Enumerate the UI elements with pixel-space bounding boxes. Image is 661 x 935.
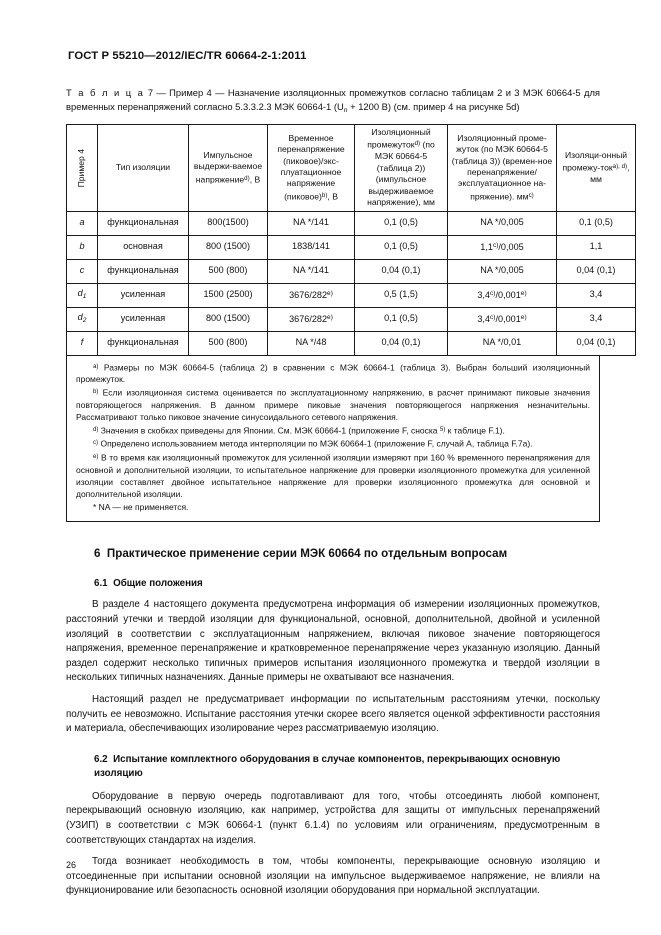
cell-impulse: 800 (1500) [189,307,268,331]
header-example [67,125,98,211]
table-body [67,211,636,355]
cell-temporary [268,283,355,307]
cell-gap3-sup: c) [492,242,499,250]
cell-gap3-sup2: e) [520,290,527,298]
header-temporary-text: Временное перенапряжение (пиковое)/экс-плуатационное напряжение (пиковое) [277,132,345,202]
cell-insulation-type: функциональная [98,211,189,235]
footnote-c-text: Определено использованием метода интерполяции по МЭК 60664-1 (приложение F, случай А, таблица F.7a). [98,439,533,450]
section-6-2-paragraph-1: Оборудование в первую очередь подготавливают для того, чтобы отсоединять любой компонент, перекрывающий основную изоляцию, как например, устройства для защиты от импульсных перенапряжений (УЗИП) в соответствии с МЭК 60664-1 (пункт 6.1.4) по условиям или ограничениям, предусмотренным в соответствующих стандартах на изделия. [66,790,600,846]
footnote-c [76,437,590,450]
cell-gap3-sup2: e) [520,314,527,322]
header-temporary-unit: , В [327,191,338,202]
row-label-letter: d [77,311,83,322]
header-clearance-final [557,125,636,211]
footnote-a-marker: a) [93,362,99,370]
row-label [67,307,98,331]
header-gap2-sup: d) [414,140,421,148]
footnote-d [76,424,590,437]
footnote-a-text: Размеры по МЭК 60664-5 (таблица 2) в сравнении с МЭК 60664-1 (таблица 3). Выбран больший изоляционный промежуток. [76,362,590,385]
section-6-2-paragraph-2: Тогда возникает необходимость в том, чтобы компоненты, перекрывающие основную изоляцию и отсоединенные при испытании основной изоляции на импульсное выдерживаемое напряжение, не влияли на функционирование или безопасность основной изоляции оборудования при нормальной эксплуатации. [66,856,600,897]
header-gap2-text: Изоляционный промежуток [367,127,431,151]
section-6-1-number: 6.1 [94,577,108,589]
header-temporary-sup: b) [321,191,328,199]
table-caption [66,86,600,117]
table-row [67,331,636,355]
section-6-2-number: 6.2 [94,753,108,765]
cell-impulse: 1500 (2500) [189,283,268,307]
table-row [67,235,636,259]
cell-gap3-rest: /0,001 [495,290,521,301]
footnote-d-marker: d) [93,426,99,434]
cell-temporary [268,307,355,331]
footnote-d-text-1: Значения в скобках приведены для Японии. См. МЭК 60664-1 (приложение F, сноска [98,425,440,436]
footnote-a [76,361,590,386]
row-label-sub: 1 [82,292,87,300]
insulation-table [66,124,636,355]
document-header: ГОСТ Р 55210—2012/IEC/TR 60664-2-1:2011 [68,50,307,62]
section-6-number: 6 [94,546,101,560]
table-header [67,125,636,211]
header-impulse-voltage [189,125,268,211]
cell-gap3 [448,307,557,331]
cell-insulation-type: функциональная [98,331,189,355]
cell-gapa: 0,04 (0,1) [557,331,636,355]
header-impulse-unit: , В [249,174,261,185]
cell-temporary-value: 3676/282 [289,290,328,301]
header-gap2-rest: (по МЭК 60664-5 (таблица 2)) (импульсное выдерживаемое напряжение), мм [367,140,435,208]
cell-gapa: 0,04 (0,1) [557,259,636,283]
footnote-na: * NA — не применяется. [93,502,189,513]
header-gapa-text: Изоляци-онный промежу-ток [562,149,628,173]
table-caption-subscript: n [343,106,348,114]
cell-gap2: 0,1 (0,5) [355,211,448,235]
cell-impulse: 500 (800) [189,331,268,355]
table-row [67,283,636,307]
page-number: 26 [66,860,77,870]
header-gapa-unit: , мм [590,162,630,185]
cell-temporary: 1838/141 [268,235,355,259]
table-caption-text: — Пример 4 — Назначение изоляционных промежутков согласно таблицам 2 и 3 МЭК 60664-5 для временных перенапряжений согласно 5.3.3.2.3 МЭК 60664-1 (U [66,87,600,112]
header-insulation-type: Тип изоляции [98,125,189,211]
cell-insulation-type: основная [98,235,189,259]
row-label: c [67,259,98,283]
cell-gap3-sup: c) [490,314,496,322]
cell-gap3 [448,235,557,259]
table-caption-text2: + 1200 В) (см. пример 4 на рисунке 5d) [347,100,520,112]
header-example-label: Пример 4 [76,148,87,187]
cell-temporary: NA */48 [268,331,355,355]
section-6-title: Практическое применение серии МЭК 60664 по отдельным вопросам [106,546,508,560]
header-impulse-text: Импульсное выдержи-ваемое напряжение [193,149,263,185]
cell-gap2: 0,04 (0,1) [355,259,448,283]
cell-impulse: 800 (1500) [189,235,268,259]
footnote-e [76,451,590,501]
cell-insulation-type: функциональная [98,259,189,283]
header-gap3-text: Изоляционный проме-жуток (по МЭК 60664-5 (таблица 3)) (времен-ное перенапряжение/ эксплуатационное на-пряжение). мм [451,132,553,202]
section-6-heading [66,546,600,561]
section-6-1-heading [66,577,600,592]
cell-gapa: 3,4 [557,283,636,307]
cell-temporary: NA */141 [268,259,355,283]
cell-temporary: NA */141 [268,211,355,235]
cell-impulse: 500 (800) [189,259,268,283]
cell-gapa: 3,4 [557,307,636,331]
footnote-e-marker: e) [93,452,99,460]
section-6-1-paragraph-2: Настоящий раздел не предусматривает информации по испытательным расстояниям утечки, поскольку получить ее невозможно. Испытание расстояния утечки скорее всего является оценкой эффективности расстояния и материала, обеспечивающих изолирование через рассматриваемую изоляцию. [66,693,600,735]
section-6-1-title: Общие положения [113,577,203,589]
row-label: a [67,211,98,235]
row-label-letter: d [77,287,83,298]
cell-gap2: 0,1 (0,5) [355,235,448,259]
header-temporary-overvoltage [268,125,355,211]
section-6-2-title: Испытание комплектного оборудования в случае компонентов, перекрывающих основную изоляцию [94,753,561,780]
cell-insulation-type: усиленная [98,283,189,307]
row-label-sub: 2 [82,316,87,324]
table-caption-number: 7 [147,87,154,98]
cell-temporary-sup: e) [327,290,333,298]
section-6-1-paragraph-1: В разделе 4 настоящего документа предусмотрена информация об измерении изоляционных промежутков, расстояний утечки и твердой изоляции для функциональной, основной, дополнительной, двойной и усиленной изоляций в соответствии с эксплуатационным напряжением, включая пиковое значение повторяющегося напряжения, временное перенапряжение и кратковременное перенапряжение через указанную изоляцию. Данный раздел содержит несколько типичных примеров испытания изоляционного промежутка и твердой изоляции в нескольких типичных назначениях. Данные примеры не охватывают все назначения. [66,599,600,684]
cell-gap2: 0,04 (0,1) [355,331,448,355]
table-row [67,259,636,283]
cell-gap3 [448,283,557,307]
row-label: f [67,331,98,355]
header-clearance-table2 [355,125,448,211]
footnote-e-text: В то время как изоляционный промежуток для усиленной изоляции измеряют при 160 % временного перенапряжения для основной и дополнительной изоляции, то испытательное напряжение для проверки изоляционного промежутка для усиленной изоляции составляет двойное испытательное напряжение для проверки изоляционного промежутка для основной и дополнительной изоляции. [76,452,590,500]
row-label: b [67,235,98,259]
cell-gap3-value: 3,4 [477,314,491,325]
table-caption-prefix: Т а б л и ц а [66,87,145,98]
cell-gap3: NA */0,005 [448,259,557,283]
cell-gap3-rest: /0,001 [495,314,521,325]
cell-gap2: 0,1 (0,5) [355,307,448,331]
table-footnotes [66,356,600,522]
section-6-2-heading [66,753,594,782]
table-row [67,307,636,331]
cell-gapa: 1,1 [557,235,636,259]
footnote-b-marker: b) [93,388,99,396]
footnote-d-text-2: к таблице F.1). [445,425,505,436]
footnote-c-marker: c) [93,439,99,447]
cell-impulse: 800(1500) [189,211,268,235]
cell-gap2: 0,5 (1,5) [355,283,448,307]
header-impulse-sup: d) [244,174,250,182]
header-gapa-sup: a), d) [612,163,628,171]
footnote-b-text: Если изоляционная система оценивается по эксплуатационному напряжению, в расчет принимают пиковые значения повторяющегося напряжения. В данном примере пиковые значения повторяющегося напряжения незначительны. Рассматривают только пиковое значение синусоидального сетевого напряжения. [76,387,590,423]
cell-gap3-value: 3,4 [477,290,491,301]
footnote-d-sup: 5) [439,426,446,434]
cell-insulation-type: усиленная [98,307,189,331]
cell-gap3-sup: c) [490,290,496,298]
cell-gap3-value: 1,1 [480,242,493,253]
page-content [66,86,630,899]
table-row [67,211,636,235]
cell-gapa: 0,1 (0,5) [557,211,636,235]
cell-gap3: NA */0,01 [448,331,557,355]
header-clearance-table3 [448,125,557,211]
cell-temporary-value: 3676/282 [289,314,328,325]
cell-gap3: NA */0,005 [448,211,557,235]
header-gap3-sup: c) [528,191,534,199]
cell-gap3-rest: /0,005 [498,242,524,253]
footnote-b [76,386,590,423]
table-header-row [67,125,636,211]
cell-temporary-sup: e) [327,314,333,322]
row-label [67,283,98,307]
